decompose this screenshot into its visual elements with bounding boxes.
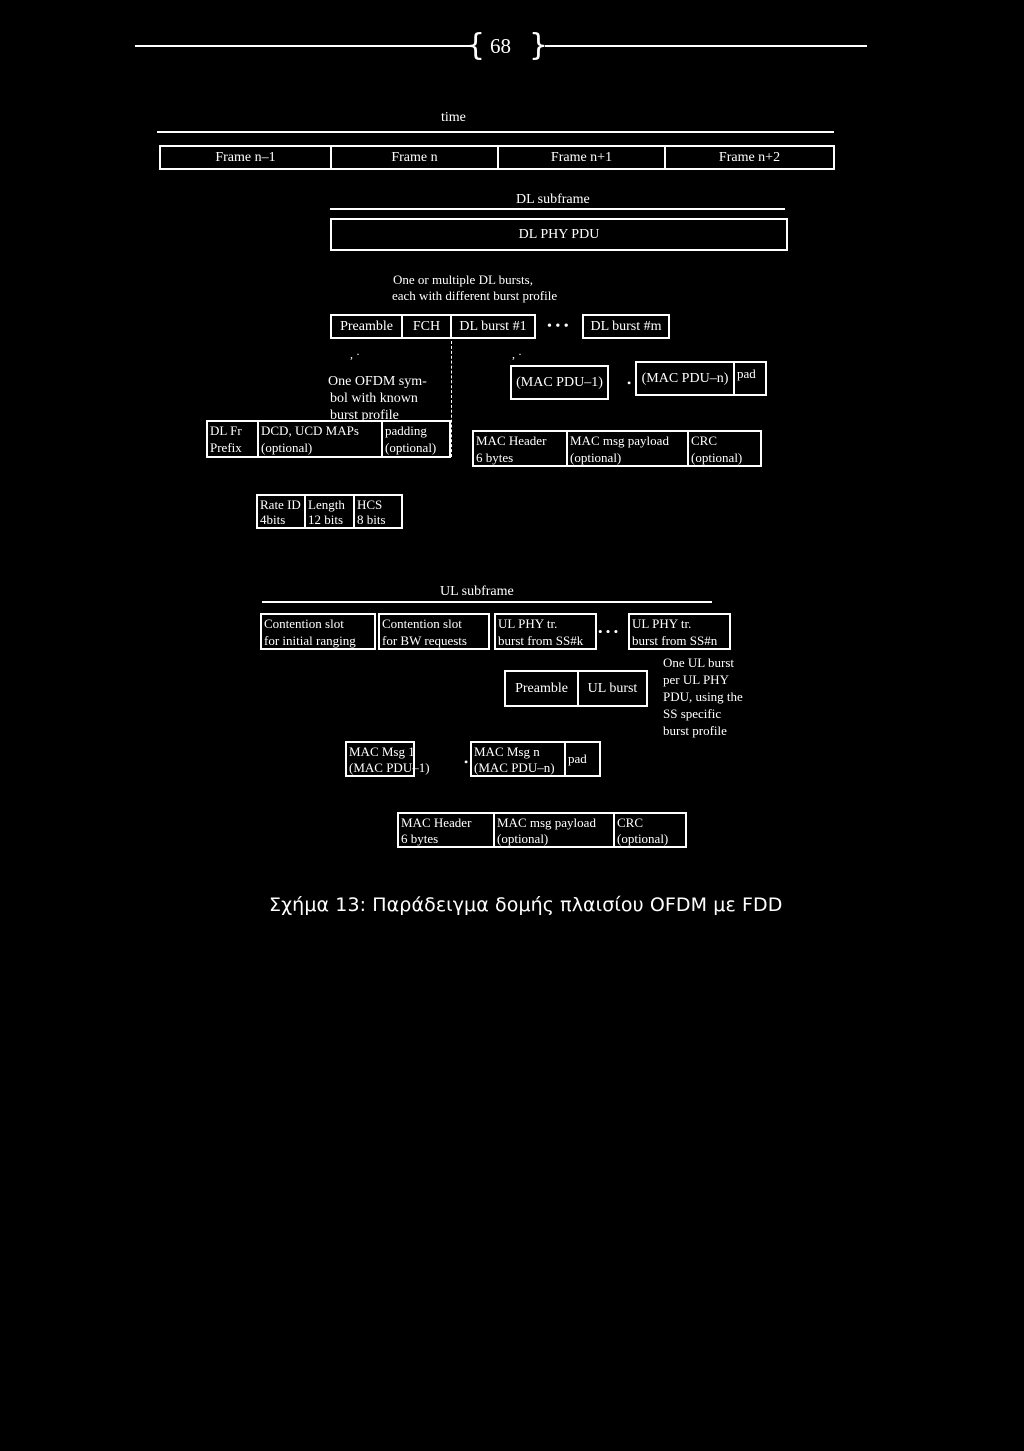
dl-bursts-note-line1: One or multiple DL bursts, — [393, 272, 533, 287]
dl-mac-pdu-1: (MAC PDU–1) — [510, 365, 609, 400]
figure-caption: Σχήμα 13: Παράδειγμα δομής πλαισίου OFDM με FDD — [269, 894, 783, 916]
frame-prev: Frame n–1 — [161, 147, 332, 168]
header-rule-right — [545, 45, 867, 47]
dl-preamble: Preamble — [332, 316, 403, 337]
ul-phy-burst-n: UL PHY tr. burst from SS#n — [628, 613, 731, 650]
dl-bursts-note-line2: each with different burst profile — [392, 288, 558, 303]
dl-fch: FCH — [403, 316, 452, 337]
ul-contention-bw: Contention slot for BW requests — [378, 613, 490, 650]
dl-mac-fields-row — [472, 430, 762, 467]
ul-subframe-line — [262, 601, 712, 603]
dl-preamble-guide-mark: , · — [350, 347, 360, 361]
dcd-ucd-maps: DCD, UCD MAPs (optional) — [259, 422, 383, 456]
dl-mac-pdu-separator: • — [627, 376, 632, 390]
ul-mac-msg-separator: • — [464, 755, 469, 769]
ofdm-note-line3: burst profile — [330, 408, 399, 423]
dl-burst-1: DL burst #1 — [459, 318, 527, 334]
dl-padding: padding (optional) — [385, 423, 437, 455]
ul-burst: UL burst — [587, 680, 638, 696]
ul-burst-row — [504, 670, 648, 707]
frames-row — [159, 145, 835, 170]
dl-subframe-line — [330, 208, 785, 210]
ul-mac-msg-n: MAC Msg n (MAC PDU–n) — [472, 743, 566, 775]
frame-next: Frame n+1 — [499, 147, 666, 168]
ul-mac-crc: CRC (optional) — [617, 815, 669, 846]
dl-phy-pdu: DL PHY PDU — [330, 218, 788, 251]
page-number-bracket-right: } — [529, 28, 549, 63]
ul-mac-msg-1: MAC Msg 1 (MAC PDU–1) — [345, 741, 415, 777]
ofdm-note-line1: One OFDM sym- — [328, 374, 427, 389]
page-number-bracket-left: { — [466, 28, 486, 63]
dl-subframe-label: DL subframe — [516, 192, 590, 207]
ofdm-note-line2: bol with known — [330, 391, 418, 406]
ul-mac-msg-pad: pad — [568, 751, 587, 766]
dl-burst-m: DL burst #m — [582, 314, 670, 339]
ul-burst-note-line3: PDU, using the — [663, 689, 743, 704]
ul-mac-payload: MAC msg payload (optional) — [495, 814, 615, 846]
dl-mac-header: MAC Header 6 bytes — [474, 432, 568, 465]
ul-ellipsis: • • • — [598, 624, 619, 639]
fch-rate-id: Rate ID 4bits — [258, 496, 306, 527]
ul-burst-note-line2: per UL PHY — [663, 672, 729, 687]
header-rule-left — [135, 45, 470, 47]
ul-subframe-label: UL subframe — [440, 584, 514, 599]
dl-fr-prefix: DL Fr Prefix — [208, 422, 259, 456]
fch-hcs: HCS 8 bits — [357, 497, 386, 527]
dl-frame-prefix-row — [206, 420, 451, 458]
ul-preamble: Preamble — [506, 672, 579, 705]
fch-fields-row — [256, 494, 403, 529]
frame-current: Frame n — [332, 147, 499, 168]
time-label: time — [441, 110, 466, 125]
dl-mac-pdu-n: (MAC PDU–n) — [637, 363, 735, 394]
ul-mac-fields-row — [397, 812, 687, 848]
ul-phy-burst-k: UL PHY tr. burst from SS#k — [494, 613, 597, 650]
ul-mac-msg-n-row — [470, 741, 601, 777]
ul-contention-initial: Contention slot for initial ranging — [260, 613, 376, 650]
ul-burst-note-line1: One UL burst — [663, 655, 735, 670]
ul-mac-header: MAC Header 6 bytes — [399, 814, 495, 846]
ul-burst-note-line4: SS specific — [663, 706, 722, 721]
page-number: 68 — [490, 34, 511, 58]
dl-burst-row — [330, 314, 536, 339]
dl-mac-crc: CRC (optional) — [691, 433, 743, 465]
frame-next-2: Frame n+2 — [718, 149, 781, 165]
time-axis — [157, 131, 834, 133]
dl-mac-payload: MAC msg payload (optional) — [568, 432, 689, 465]
dl-ellipsis: • • • — [547, 319, 569, 334]
dl-burst-guide-mark: , · — [512, 347, 522, 361]
ul-burst-note-line5: burst profile — [663, 723, 727, 738]
dl-mac-pdu-n-row — [635, 361, 767, 396]
dl-fch-guide — [451, 341, 452, 457]
fch-length: Length 12 bits — [306, 496, 355, 527]
dl-mac-pdu-pad: pad — [737, 366, 756, 381]
